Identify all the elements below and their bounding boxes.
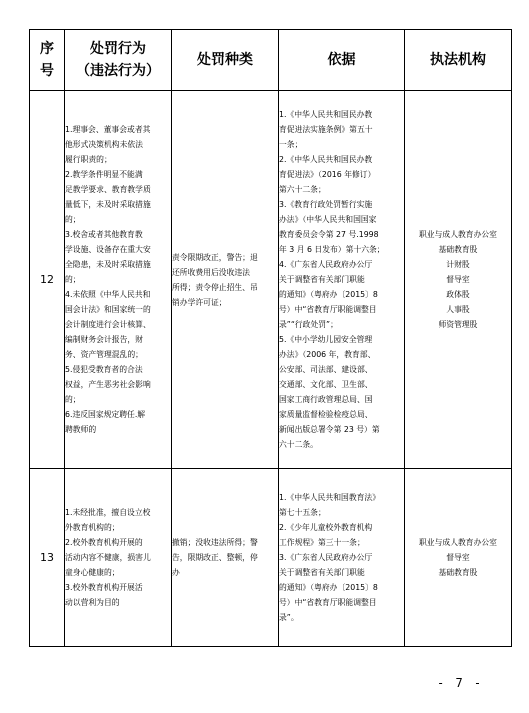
text-line: 工作规程》第三十一条； [279, 538, 365, 547]
text-line: 录”“行政处罚”； [279, 320, 338, 329]
text-line: 会计制度进行会计核算、 [65, 320, 151, 329]
header-agency: 执法机构 [405, 30, 512, 91]
text-line: 家质量监督检验检疫总局、 [279, 410, 373, 419]
text-line: 学设施、设备存在重大安 [65, 245, 151, 254]
text-line: 告，限期改正、整顿，停 [172, 553, 258, 562]
text-line: 1.未经批准，擅自设立校 [65, 508, 151, 517]
behavior-cell [65, 469, 172, 647]
text-line: 3.校舍或者其他教育教 [65, 230, 143, 239]
text-line: 办 [172, 568, 180, 577]
text-line: 5.《中小学幼儿园安全管理 [279, 335, 373, 344]
text-line: 1.《中华人民共和国教育法》 [279, 493, 381, 502]
text-line: 年 3 月 6 日发布）第十六条； [279, 245, 385, 254]
text-line: 的； [65, 395, 81, 404]
text-line: 职业与成人教育办公室 [419, 230, 497, 239]
text-line: 活动内容不健康，损害儿 [65, 553, 151, 562]
penalty-cell [172, 469, 279, 647]
row-index: 13 [30, 469, 65, 647]
text-line: 号）中“省教育厅职能调整目 [279, 305, 377, 314]
text-line: 6.违反国家规定聘任.解 [65, 410, 146, 419]
basis-cell [279, 91, 405, 469]
text-line: 公安部、司法部、建设部、 [279, 365, 373, 374]
text-line: 务、资产管理混乱的； [65, 350, 143, 359]
text-line: 2.教学条件明显不能满 [65, 170, 143, 179]
behavior-cell [65, 91, 172, 469]
text-line: 全隐患，未及时采取措施 [65, 260, 151, 269]
text-line: 履行职责的； [65, 155, 112, 164]
text-line: 录”。 [279, 613, 299, 622]
text-line: 第六十二条； [279, 185, 326, 194]
text-line: 职业与成人教育办公室 [419, 538, 497, 547]
text-line: 4.未依照《中华人民共和 [65, 290, 151, 299]
text-line: 1.《中华人民共和国民办教 [279, 110, 373, 119]
text-line: 办法》（中华人民共和国国家 [279, 215, 377, 224]
text-line: 计财股 [446, 260, 470, 269]
text-line: 的通知》（粤府办〔2015〕8 [279, 583, 378, 592]
text-line: 育促进法》（2016 年修订） [279, 170, 376, 179]
text-line: 的； [65, 275, 81, 284]
text-line: 权益，产生恶劣社会影响 [65, 380, 151, 389]
text-line: 4.《广东省人民政府办公厅 [279, 260, 373, 269]
text-line: 的通知》（粤府办〔2015〕8 [279, 290, 378, 299]
header-basis: 依据 [279, 30, 405, 91]
table-row [30, 91, 512, 469]
text-line: 教育委员会令第 27 号.1998 [279, 230, 379, 239]
text-line: 3.校外教育机构开展活 [65, 583, 143, 592]
penalty-cell [172, 91, 279, 469]
text-line: 师资管理股 [438, 320, 478, 329]
text-line: 足教学要求、教育教学质 [65, 185, 151, 194]
text-line: 销办学许可证； [172, 297, 227, 307]
text-line: 3.《广东省人民政府办公厅 [279, 553, 373, 562]
header-penalty: 处罚种类 [172, 30, 279, 91]
text-line: 基础教育股 [438, 568, 478, 577]
text-line: 量低下，未及时采取措施 [65, 200, 151, 209]
header-index: 序 号 [30, 30, 65, 91]
text-line: 关于调整省有关部门职能 [279, 568, 365, 577]
text-line: 的； [65, 215, 81, 224]
text-line: 号）中“省教育厅职能调整目 [279, 598, 377, 607]
text-line: 2.校外教育机构开展的 [65, 538, 143, 547]
text-line: 交通部、文化部、卫生部、 [279, 380, 373, 389]
text-line: 动以营利为目的 [65, 598, 120, 607]
text-line: 聘教师的 [65, 425, 97, 434]
text-line: 5.侵犯受教育者的合法 [65, 365, 143, 374]
text-line: 政体股 [446, 290, 470, 299]
text-line: 2.《中华人民共和国民办教 [279, 155, 373, 164]
text-line: 一条； [279, 140, 303, 149]
text-line: 办法》（2006 年，教育部、 [279, 350, 376, 359]
table-row [30, 469, 512, 647]
text-line: 他形式决策机构未依法 [65, 140, 143, 149]
text-line: 3.《教育行政处罚暂行实施 [279, 200, 373, 209]
text-line: 撤销；没收违法所得；警 [172, 538, 258, 547]
text-line: 新闻出版总署令第 23 号）第 [279, 425, 380, 434]
text-line: 督导室 [446, 275, 470, 284]
text-line: 2.《少年儿童校外教育机构 [279, 523, 373, 532]
text-line: 还所收费用后没收违法 [172, 267, 250, 277]
text-line: 责令限期改正，警告；退 [172, 252, 258, 262]
text-line: 基础教育股 [438, 245, 478, 254]
penalty-table [29, 29, 512, 647]
basis-cell [279, 469, 405, 647]
table-header-row [30, 30, 512, 91]
row-index: 12 [30, 91, 65, 469]
text-line: 编制财务会计报告，财 [65, 335, 143, 344]
text-line: 1.理事会、董事会或者其 [65, 125, 151, 134]
text-line: 关于调整省有关部门职能 [279, 275, 365, 284]
text-line: 第七十五条； [279, 508, 326, 517]
text-line: 童身心健康的； [65, 568, 120, 577]
text-line: 督导室 [446, 553, 470, 562]
agency-cell [405, 469, 512, 647]
header-behavior: 处罚行为 （违法行为） [65, 30, 172, 91]
text-line: 人事股 [446, 305, 470, 314]
text-line: 所得；责令停止招生、吊 [172, 282, 258, 292]
text-line: 育促进法实施条例》第五十 [279, 125, 373, 134]
text-line: 外教育机构的； [65, 523, 120, 532]
page-number: - 7 - [437, 676, 484, 690]
text-line: 国家工商行政管理总局、国 [279, 395, 373, 404]
agency-cell [405, 91, 512, 469]
text-line: 六十二条。 [279, 440, 318, 449]
text-line: 国会计法》和国家统一的 [65, 305, 151, 314]
